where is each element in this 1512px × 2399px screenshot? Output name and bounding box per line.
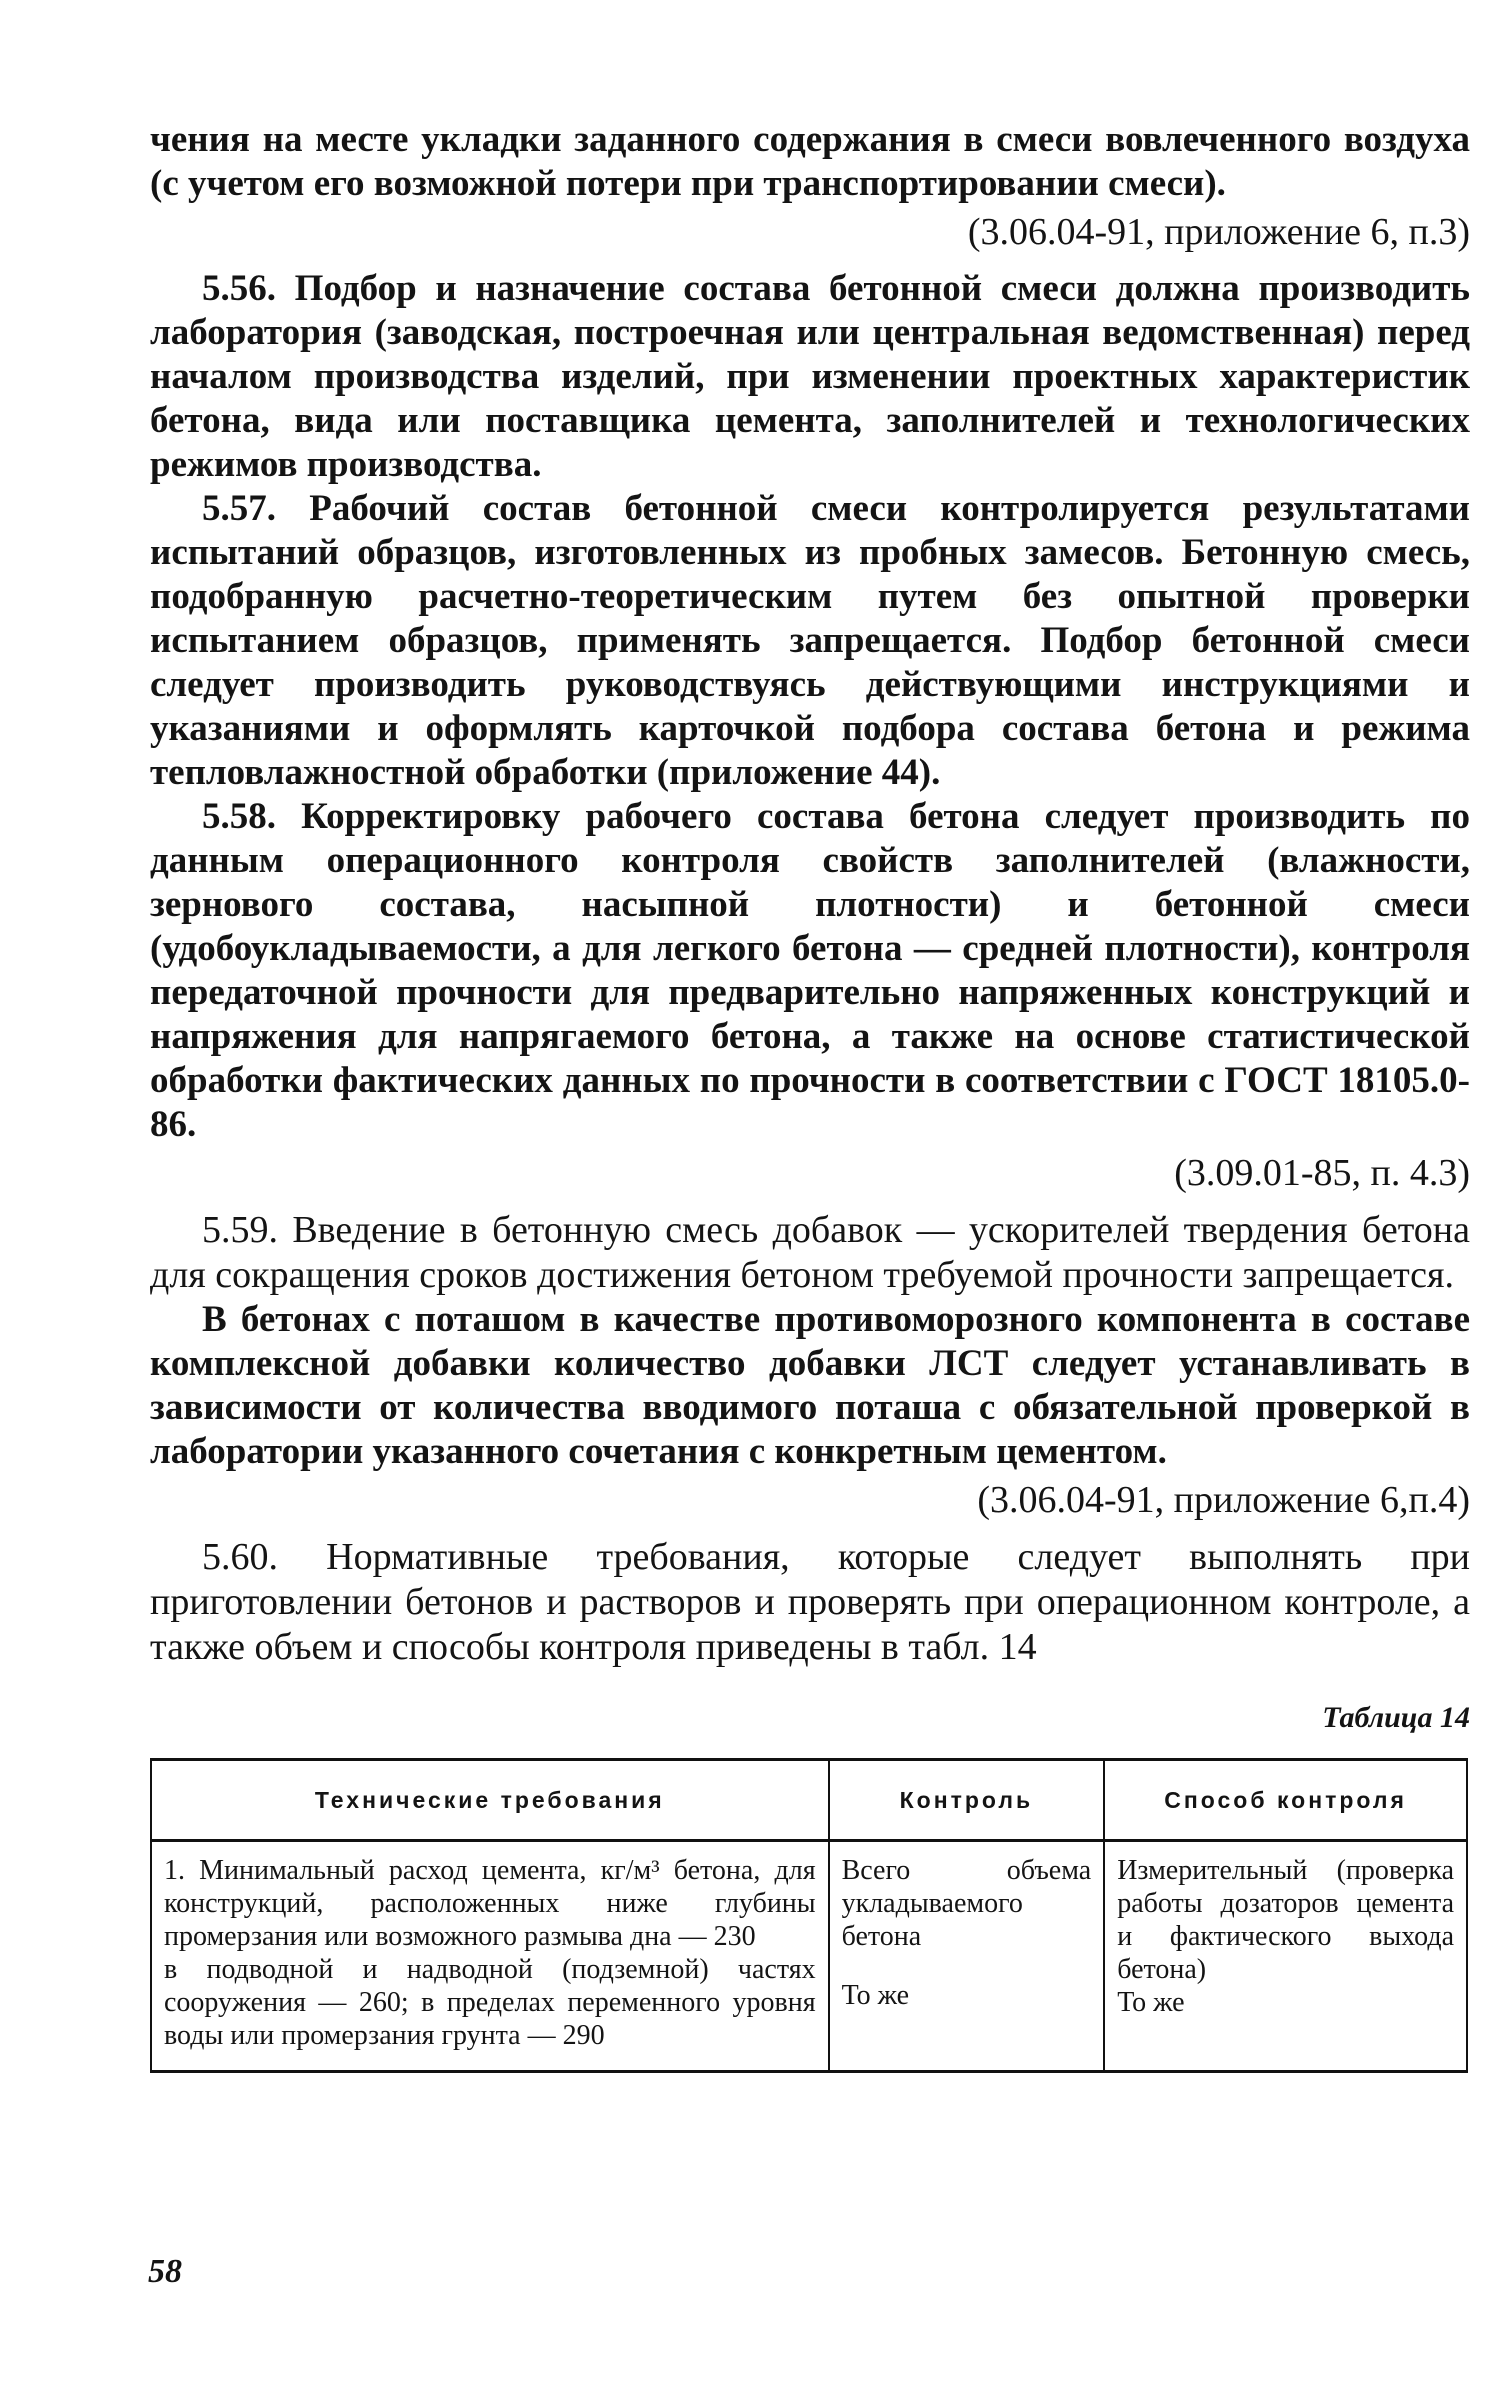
page-number: 58	[148, 2253, 182, 2290]
cell-requirements	[151, 1841, 829, 2072]
paragraph-5-56: 5.56. Подбор и назначение состава бетонной смеси должна производить лаборатория (заводская, построечная или центральная ведомственная) перед началом производства изделий, при изменении проектных характеристик бетона, вида или поставщика цемента, заполнителей и технологических режимов производства.	[150, 268, 1470, 485]
reference-1: (3.06.04-91, приложение 6, п.3)	[967, 211, 1470, 253]
table-caption: Таблица 14	[1322, 1701, 1470, 1734]
header-method: Способ контроля	[1104, 1760, 1467, 1841]
paragraph-5-60: 5.60. Нормативные требования, которые следует выполнять при приготовлении бетонов и растворов и проверять при операционном контроле, а также объем и способы контроля приведены в табл. 14	[150, 1536, 1470, 1668]
requirements-table	[150, 1758, 1468, 2073]
cell-control	[829, 1841, 1105, 2072]
paragraph-5-57: 5.57. Рабочий состав бетонной смеси контролируется результатами испытаний образцов, изготовленных из пробных замесов. Бетонную смесь, подобранную расчетно-теоретическим путем без опытной проверки испытанием образцов, применять запрещается. Подбор бетонной смеси следует производить руководствуясь действующими инструкциями и указаниями и оформлять карточкой подбора состава бетона и режима тепловлажностной обработки (приложение 44).	[150, 488, 1470, 793]
header-requirements: Технические требования	[151, 1760, 829, 1841]
reference-3: (3.06.04-91, приложение 6,п.4)	[977, 1479, 1470, 1521]
requirement-text-a: 1. Минимальный расход цемента, кг/м³ бетона, для конструкций, расположенных ниже глубины промерзания или возможного размыва дна — 230	[164, 1855, 816, 1952]
reference-2: (3.09.01-85, п. 4.3)	[1174, 1152, 1470, 1194]
paragraph-5-59: 5.59. Введение в бетонную смесь добавок — ускорителей твердения бетона для сокращения сроков достижения бетоном требуемой прочности запрещается.	[150, 1209, 1470, 1296]
method-text-b: То же	[1117, 1987, 1185, 2018]
requirement-text-b: в подводной и надводной (подземной) частях сооружения — 260; в пределах переменного уровня воды или промерзания грунта — 290	[164, 1954, 816, 2051]
method-text-a: Измерительный (проверка работы дозаторов цемента и фактического выхода бетона)	[1117, 1855, 1454, 1985]
paragraph-5-59-potash: В бетонах с поташом в качестве противоморозного компонента в составе комплексной добавки количество добавки ЛСТ следует устанавливать в зависимости от количества вводимого поташа с обязательной проверкой в лаборатории указанного сочетания с конкретным цементом.	[150, 1299, 1470, 1472]
paragraph-intro: чения на месте укладки заданного содержания в смеси вовлеченного воздуха (с учетом его возможной потери при транспортировании смеси).	[150, 119, 1470, 204]
cell-method	[1104, 1841, 1467, 2072]
table-header-row	[151, 1760, 1467, 1841]
table-row	[151, 1841, 1467, 2072]
control-text-a: Всего объема укладываемого бетона	[841, 1855, 1092, 1952]
paragraph-5-58: 5.58. Корректировку рабочего состава бетона следует производить по данным операционного контроля свойств заполнителей (влажности, зернового состава, насыпной плотности) и бетонной смеси (удобоукладываемости, а для легкого бетона — средней плотности), контроля передаточной прочности для предварительно напряженных конструкций и напряжения для напрягаемого бетона, а также на основе статистической обработки фактических данных по прочности в соответствии с ГОСТ 18105.0-86.	[150, 796, 1470, 1145]
header-control: Контроль	[829, 1760, 1105, 1841]
control-text-b: То же	[841, 1980, 910, 2011]
page-body	[150, 118, 1470, 2073]
